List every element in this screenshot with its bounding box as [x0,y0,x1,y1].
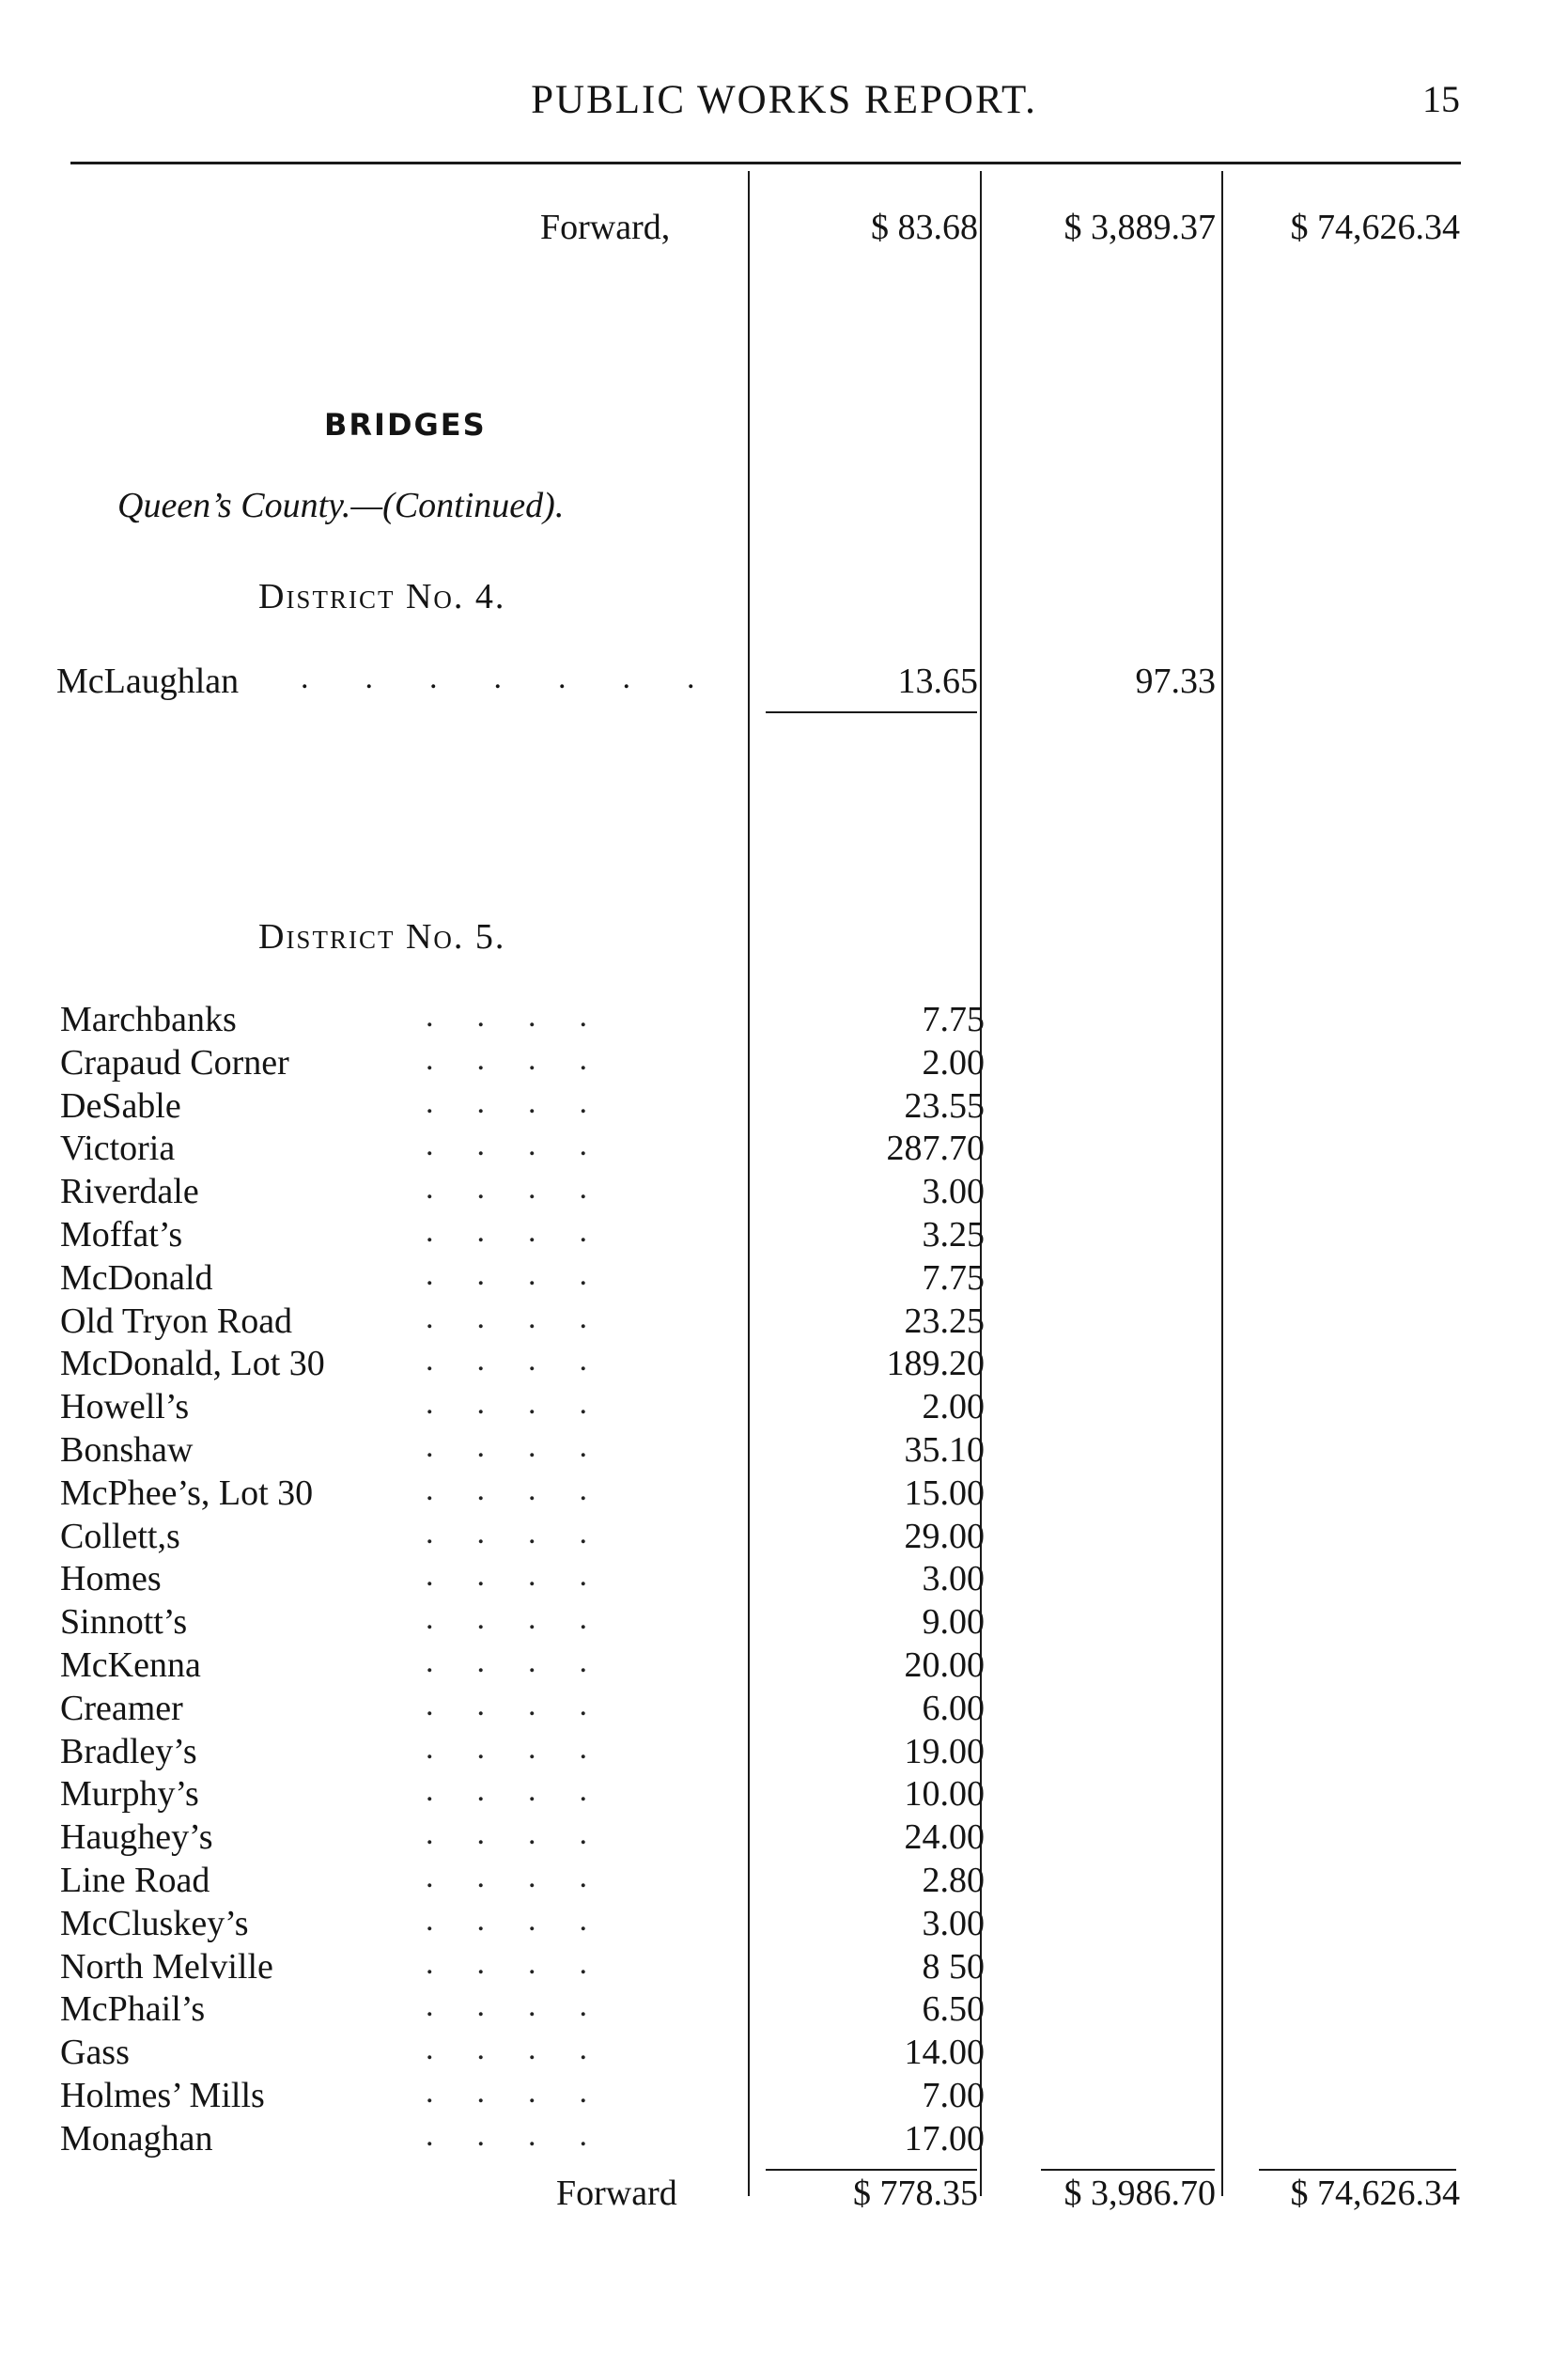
forward-bottom-col3: $ 74,626.34 [1290,2174,1460,2213]
table-row [54,1601,985,1644]
table-row [54,1128,985,1171]
table-row [54,1473,985,1516]
subtotal-rule [766,711,977,713]
entry-name: Gass [60,2033,130,2073]
table-row [54,1516,985,1559]
table-row [54,999,985,1042]
table-row [54,2032,985,2075]
table-row [54,1688,985,1731]
leader-dots: .... [426,1902,630,1938]
entry-name: North Melville [60,1946,273,1987]
entry-amount: 6.50 [922,1989,985,2030]
entry-amount: 9.00 [922,1602,985,1643]
leader-dots: .... [426,1515,630,1551]
leader-dots: ....... [301,661,752,695]
leader-dots: .... [426,1041,630,1077]
entry-name: Bonshaw [60,1429,194,1470]
entry-name: Howell’s [60,1387,190,1427]
entry-amount: 3.00 [922,1172,985,1212]
forward-bottom-label: Forward [556,2174,677,2213]
entry-name: Riverdale [60,1172,199,1212]
entry-amount: 24.00 [904,1817,985,1858]
entry-name: Moffat’s [60,1214,183,1255]
table-row [54,1644,985,1688]
entry-amount: 6.00 [922,1688,985,1728]
table-row [54,1085,985,1129]
district-4-entry-amount: 13.65 [897,662,978,701]
forward-top-label: Forward, [540,208,671,247]
entry-amount: 23.25 [904,1301,985,1341]
district-5-heading: District No. 5. [258,917,506,957]
entry-amount: 35.10 [904,1429,985,1470]
leader-dots: .... [426,1472,630,1507]
table-row [54,2118,985,2161]
entry-name: McCluskey’s [60,1903,249,1943]
entry-name: McKenna [60,1644,201,1685]
leader-dots: .... [426,999,630,1034]
table-row [54,2075,985,2118]
total-rule-col3 [1259,2169,1456,2171]
entry-amount: 287.70 [886,1129,985,1169]
entry-amount: 29.00 [904,1516,985,1556]
forward-top-col3: $ 74,626.34 [1290,208,1460,247]
section-title: BRIDGES [324,407,487,443]
column-rule-3 [1221,171,1223,2196]
leader-dots: .... [426,1428,630,1464]
table-row [54,1343,985,1386]
leader-dots: .... [426,1343,630,1379]
leader-dots: .... [426,1128,630,1163]
leader-dots: .... [426,1171,630,1207]
entry-name: DeSable [60,1085,181,1126]
entry-amount: 2.00 [922,1387,985,1427]
entry-name: Bradley’s [60,1731,197,1771]
forward-bottom-col2: $ 3,986.70 [1063,2174,1216,2213]
entry-amount: 3.25 [922,1214,985,1255]
entry-amount: 7.75 [922,1000,985,1039]
district-4-entry-total: 97.33 [1135,662,1216,701]
entry-amount: 7.75 [922,1257,985,1298]
entry-amount: 2.00 [922,1042,985,1083]
leader-dots: .... [426,1730,630,1766]
table-row [54,1042,985,1085]
entry-name: McPhee’s, Lot 30 [60,1473,314,1513]
entry-name: Collett,s [60,1516,180,1556]
entry-name: Victoria [60,1129,176,1169]
table-row [54,1946,985,1989]
table-row [54,1386,985,1429]
leader-dots: .... [426,1558,630,1594]
entry-name: Creamer [60,1688,183,1728]
entry-name: Murphy’s [60,1774,199,1815]
table-row [54,1558,985,1601]
leader-dots: .... [426,1644,630,1679]
entry-name: McDonald, Lot 30 [60,1344,325,1384]
entry-amount: 189.20 [886,1344,985,1384]
table-row [54,1816,985,1860]
forward-bottom-col1: $ 778.35 [853,2174,978,2213]
table-row [54,1301,985,1344]
page-number: 15 [1422,78,1460,120]
entry-amount: 7.00 [922,2075,985,2115]
entry-name: Crapaud Corner [60,1042,289,1083]
section-subtitle: Queen’s County.—(Continued). [117,486,565,525]
forward-top-col2: $ 3,889.37 [1063,208,1216,247]
leader-dots: .... [426,1687,630,1722]
entry-amount: 10.00 [904,1774,985,1815]
entry-amount: 2.80 [922,1860,985,1900]
district-4-entry-name: McLaughlan [56,662,240,701]
leader-dots: .... [426,1945,630,1981]
table-row [54,1773,985,1816]
total-rule-col1 [766,2169,977,2171]
entry-amount: 8 50 [922,1946,985,1987]
entry-amount: 23.55 [904,1085,985,1126]
entry-name: Homes [60,1559,162,1599]
table-row [54,1429,985,1473]
leader-dots: .... [426,2032,630,2067]
table-row [54,1731,985,1774]
entry-name: Monaghan [60,2118,213,2159]
leader-dots: .... [426,1988,630,2024]
table-row [54,1988,985,2032]
entry-amount: 14.00 [904,2033,985,2073]
table-row [54,1257,985,1301]
table-row [54,1214,985,1257]
entry-amount: 15.00 [904,1473,985,1513]
leader-dots: .... [426,1386,630,1422]
table-row [54,1171,985,1214]
entry-name: McDonald [60,1257,213,1298]
leader-dots: .... [426,2074,630,2110]
entry-amount: 3.00 [922,1559,985,1599]
leader-dots: .... [426,1213,630,1249]
entry-name: Sinnott’s [60,1602,188,1643]
entry-name: Old Tryon Road [60,1301,293,1341]
leader-dots: .... [426,1859,630,1894]
district-4-heading: District No. 4. [258,577,506,616]
entry-amount: 3.00 [922,1903,985,1943]
header-rule [70,162,1461,164]
leader-dots: .... [426,1773,630,1809]
leader-dots: .... [426,1300,630,1335]
entry-name: Line Road [60,1860,210,1900]
district-5-table [54,999,985,2161]
leader-dots: .... [426,1084,630,1120]
table-row [54,1860,985,1903]
leader-dots: .... [426,1816,630,1852]
leader-dots: .... [426,1601,630,1637]
table-row [54,1903,985,1946]
entry-name: Holmes’ Mills [60,2075,265,2115]
entry-amount: 19.00 [904,1731,985,1771]
total-rule-col2 [1041,2169,1215,2171]
forward-top-col1: $ 83.68 [871,208,978,247]
page-title: PUBLIC WORKS REPORT. [531,78,1037,122]
entry-amount: 17.00 [904,2118,985,2159]
entry-amount: 20.00 [904,1644,985,1685]
entry-name: Haughey’s [60,1817,213,1858]
leader-dots: .... [426,2117,630,2153]
leader-dots: .... [426,1256,630,1292]
entry-name: Marchbanks [60,1000,237,1039]
entry-name: McPhail’s [60,1989,206,2030]
